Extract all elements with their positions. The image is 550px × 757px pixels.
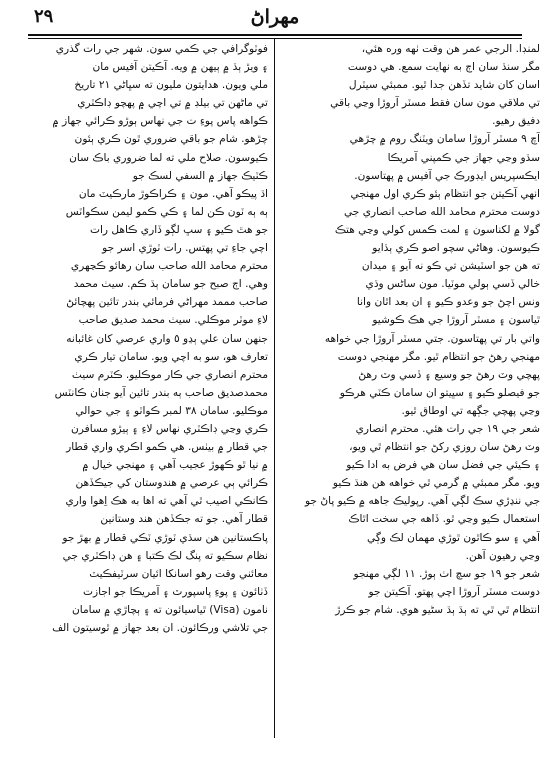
- text-line: نامون (Visa) ٿياسيائون ته ۽ ٻچاڙي ۾ سامان: [71, 603, 268, 616]
- text-line: مهنجي رهڻ جو انتظام ٿيو. مگر مهنجي دوست: [337, 350, 540, 363]
- text-line: ۽ ڪيئي جي فضل سان هي فرض به ادا ڪيو: [346, 459, 540, 472]
- text-line: صاحب مممد مهراڻي فرمائي بندر تائين پهچائڻ: [66, 296, 268, 309]
- text-line: آچ ٩ مسٽر آروڙا سامان ويٽنگ روم ۾ چڙهي: [349, 133, 540, 146]
- text-line: جو فيصلو ڪيو ۽ سڀيتو ان سامان ڪٽي هرڪو: [339, 386, 540, 399]
- text-line: فوٽوگرافي جي ڪمي سون. شهر جي رات گذري: [55, 43, 268, 55]
- text-line: ۾ نيا ٿو ڪهوڙ عجيب آهي ۽ مهنجي خيال ۾: [82, 459, 268, 472]
- left-column: [10, 40, 268, 637]
- page-header: [8, 4, 542, 34]
- text-line: وهي. اڄ صبح جو سامان ٻڌ ڪم. سيٺ محمد: [73, 278, 268, 291]
- header-rule: [28, 34, 522, 39]
- text-line: ته هن جو اسٽيشن تي ڪو نه آيو ۽ ميدان: [361, 260, 540, 273]
- text-line: ڪانڪي اصيب ٿي آهي ته اها به هڪ اِهوا واري: [65, 495, 268, 508]
- text-line: محترم محامد الله صاحب سان رهائو ڪڃهري: [70, 260, 268, 273]
- text-line: نظام سڪيو ته پنگ لڪ ڪتبا ۽ هن ڊاڪٽري جي: [62, 549, 268, 562]
- text-line: ۽ ويڙ ٻڌ ۾ ٻيهن ۾ ويه. آڪيتن آفيس مان: [92, 61, 268, 74]
- text-line: ٿياسون ۽ مسٽر آروڙا جي هڪ ڪوشيو: [372, 314, 540, 327]
- text-line: ملي ويون. هدايتون مليون ته سڀاڻي ٢١ تاريخ: [74, 79, 268, 92]
- text-line: دفيق رهيو.: [492, 115, 540, 128]
- text-line: انهي آڪيتن جو انتظام ٻئو ڪري اول مهنجي: [350, 187, 540, 200]
- text-line: جي ننڍڙي سڪ لڳي آهي. رپوليڪ جاهه ۾ ڪيو پاڻ جو: [304, 495, 540, 508]
- page-number: ٢٩: [34, 6, 54, 27]
- text-line: ڪواهه پاس پوءِ ت جي نهاس ٻوڙو ڪرائي جهاز ۾: [52, 115, 268, 128]
- text-line: ٻه ٻه ٽون ڪن لما ۽ ڪي ڪمو ليمن سڪواٽس: [65, 205, 268, 218]
- text-line: معائني وقت رهو اسانکا ائيان سرٽيفڪيٽ: [89, 567, 268, 580]
- text-line: وڃي رهيون آهن.: [465, 549, 540, 562]
- text-line: اچي جاءِ تي پهتس. رات ٽوڙي اسر جو: [102, 242, 268, 255]
- text-line: جي تلاشي ورڪائون. ان بعد جهاز ۾ ٿوسيتون الف: [52, 622, 268, 634]
- text-line: وڃي پهچي جڳهه تي اوطاق ٿيو.: [401, 404, 540, 417]
- text-line: ڪيوسون. وهاڻي سچو اصو ڪري ٻڌايو: [372, 242, 540, 255]
- text-line: دوست مسٽر آروڙا اچي پهتو. آڪيتن جو: [368, 585, 540, 598]
- text-line: ڏٺائون ۽ پوءِ پاسپورٽ ۽ آمريڪا جو اجازت: [83, 585, 268, 598]
- text-line: تي ملاقي مون سان فقط مسٽر آروڙا وڃي باقي: [330, 97, 540, 110]
- text-line: آهي ۽ سو ڪاٿون ٿوڙي مهمان لڪ وڳي: [366, 531, 540, 544]
- text-line: تعارف هو، سو به اچي ويو. سامان تيار ڪري: [74, 350, 268, 363]
- text-line: دوست محترم محامد الله صاحب انصاري جي: [343, 205, 540, 218]
- text-line: چڙهو. شام جو باقي ضروري ٿون ڪري ٻئون: [74, 133, 268, 146]
- text-line: وٽ رهڻ سان روزي رکڻ جو انتظام ٿي ويو،: [349, 441, 540, 454]
- text-line: اڌ پيڪو آهي. مون ۽ ڪراڪوڙ مارڪيٽ مان: [78, 187, 268, 200]
- text-line: ڪٽيڪ جهاز ۾ السفي لسڪ جو: [132, 169, 268, 182]
- text-line: گولا ۾ لکناسون ۽ لمت ڪمس کولي وڃي هتڪ: [334, 223, 540, 236]
- text-line: محمدصديق صاحب ٻه بندر تائين آيو جنان ڪانٽس: [54, 386, 268, 399]
- text-line: مگر سنڌ سان اڄ به نهايت سمع. هي دوست: [347, 61, 540, 74]
- text-line: جو هٿ ڪيو ۽ سڀ لڳو ڏاري ڪاهل رات: [90, 223, 268, 236]
- text-line: خالي ڏسي ٻولي موٽيا. مون ساڻس وڌي: [365, 278, 540, 291]
- text-line: تي ماڻهن تي بيلڊ ۾ تي اچي ۾ پهچو ڊاڪٽري: [77, 97, 268, 110]
- text-line: ڪرائي ٻي عرصي ۾ هندوستان کي جيڪڏهن: [75, 477, 268, 490]
- text-line: محترم انصاري جي ڪار موڪليو. ڪٽرم سيٺ: [71, 368, 268, 381]
- text-line: جي قطار ۾ بيٺس. هي ڪمو اڪري واري قطار: [66, 441, 268, 454]
- text-line: انتظام ٿي ٿي ته ٻڌ ٻڌ سڻيو هوي. شام جو ڪرڙ: [335, 603, 540, 616]
- text-line: جنهن سان علي ٻڍو ٥ واري عرصي کان غائبانه: [66, 332, 268, 345]
- text-line: واتي بار تي پهتاسون. جتي مسٽر آروڙا جي خواهه: [324, 332, 540, 345]
- text-line: استعمال ڪيو وڃي ٿو. ڏاهه جي سخت اٿاڪ: [348, 513, 540, 526]
- text-line: لاءِ موٽر موڪلي. سيٺ محمد صديق صاحب: [78, 314, 268, 327]
- text-line: موڪليو. سامان ٣٨ لمبر ڪواٽو ۽ جي حوالي: [75, 404, 268, 417]
- text-line: ونس اچڻ جو وعدو ڪيو ۽ ان بعد اٿان وانا: [356, 296, 540, 309]
- text-line: ڪيوسون. صلاح ملي ته لما ضروري باڪ سان: [69, 151, 268, 164]
- text-line: لمنڊا. الرجي عمر هن وقت ٺهه وره هئي،: [361, 43, 540, 55]
- column-divider: [274, 38, 275, 738]
- right-column: [282, 40, 540, 619]
- text-line: شعر جي ١٩ جي رات هئي. محترم انصاري: [355, 422, 540, 435]
- journal-title: مهراڻ: [250, 6, 300, 28]
- text-line: قطار آهي. جو ته جڪڏهن هند وستانين: [100, 513, 268, 526]
- text-line: پهچي وٽ رهڻ جو وسيع ۽ ڏسي وٽ رهڻ: [358, 368, 540, 381]
- text-line: پاڪستانين هن سڌي ٽوڙي ٽڪي قطار ۾ بهڙ جو: [62, 531, 268, 544]
- text-line: اسان کان شايد تڏهن جدا ٿيو. ممبئي سيٽرل: [348, 79, 540, 92]
- text-line: شعر جو ١٩ جو سچ اٺ ٻوڙ. ١١ لڳي مهنجو: [353, 567, 540, 580]
- text-line: ڪري وڃي ڊاڪٽري نهاس لاءِ ۽ ٻيڙو مسافرن: [71, 422, 268, 435]
- text-line: سڌو وڃي جهاز جي ڪمپني آمريڪا: [387, 151, 540, 164]
- text-line: ويو. مگر ممبئي ۾ گرمي ٿي خواهه هن هنڌ ڪيو: [332, 477, 540, 490]
- text-line: ايڪسپريس ايڊورڪ جي آفيس ۾ پهتاسون.: [354, 169, 540, 182]
